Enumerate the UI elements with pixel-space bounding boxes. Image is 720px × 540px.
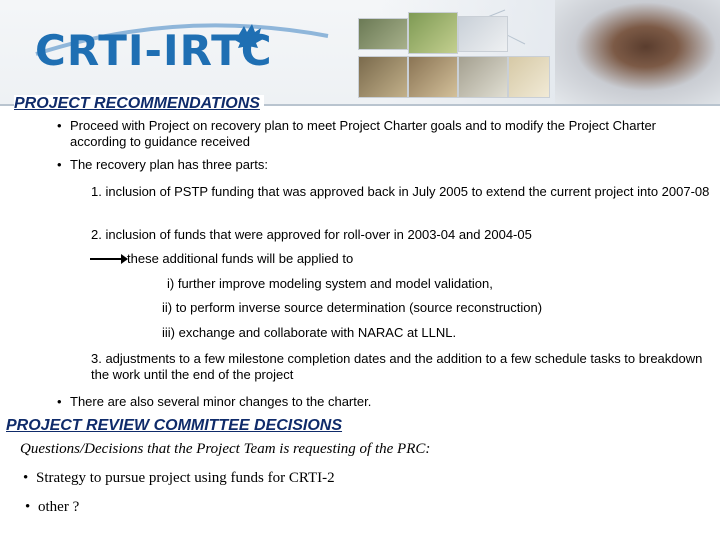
arrow-icon — [90, 258, 122, 260]
bullet-recovery-plan: • The recovery plan has three parts: — [70, 157, 710, 173]
photo-plants — [408, 12, 458, 54]
header-banner — [0, 0, 720, 104]
plan-part-1: 1. inclusion of PSTP funding that was approved back in July 2005 to extend the current project into 2007-08 — [91, 184, 710, 199]
decision-item-1: • Strategy to pursue project using funds for CRTI-2 — [36, 469, 696, 487]
photo-lab — [458, 16, 508, 52]
plan-part-2: 2. inclusion of funds that were approved for roll-over in 2003-04 and 2004-05 — [91, 227, 532, 242]
photo-leaf — [358, 18, 408, 50]
photo-equipment — [458, 56, 508, 98]
logo-text: CRTI-IRTC — [35, 26, 273, 75]
photo-wheat — [508, 56, 550, 98]
bullet-proceed: • Proceed with Project on recovery plan to meet Project Charter goals and to modify the Project Charter according to guidance received — [70, 118, 710, 150]
sub-item-1: i) further improve modeling system and model validation, — [167, 276, 493, 291]
sub-item-3: iii) exchange and collaborate with NARAC at LLNL. — [162, 325, 457, 340]
photo-people — [358, 56, 408, 98]
photo-responders — [408, 56, 458, 98]
decision-item-2: • other ? — [38, 498, 698, 516]
sub-item-2: ii) to perform inverse source determination (source reconstruction) — [162, 300, 543, 315]
bullet-minor-changes: • There are also several minor changes to the charter. — [70, 394, 710, 410]
section-heading-recommendations: PROJECT RECOMMENDATIONS — [14, 95, 264, 113]
plan-part-3: 3. adjustments to a few milestone completion dates and the addition to a few schedule tasks to breakdown the work until the end of the project — [91, 351, 703, 382]
section-heading-committee-decisions: PROJECT REVIEW COMMITTEE DECISIONS — [6, 417, 343, 434]
decisions-subtitle: Questions/Decisions that the Project Team is requesting of the PRC: — [20, 441, 431, 457]
arrow-text: these additional funds will be applied to — [127, 251, 354, 266]
photo-scientist — [555, 0, 720, 104]
